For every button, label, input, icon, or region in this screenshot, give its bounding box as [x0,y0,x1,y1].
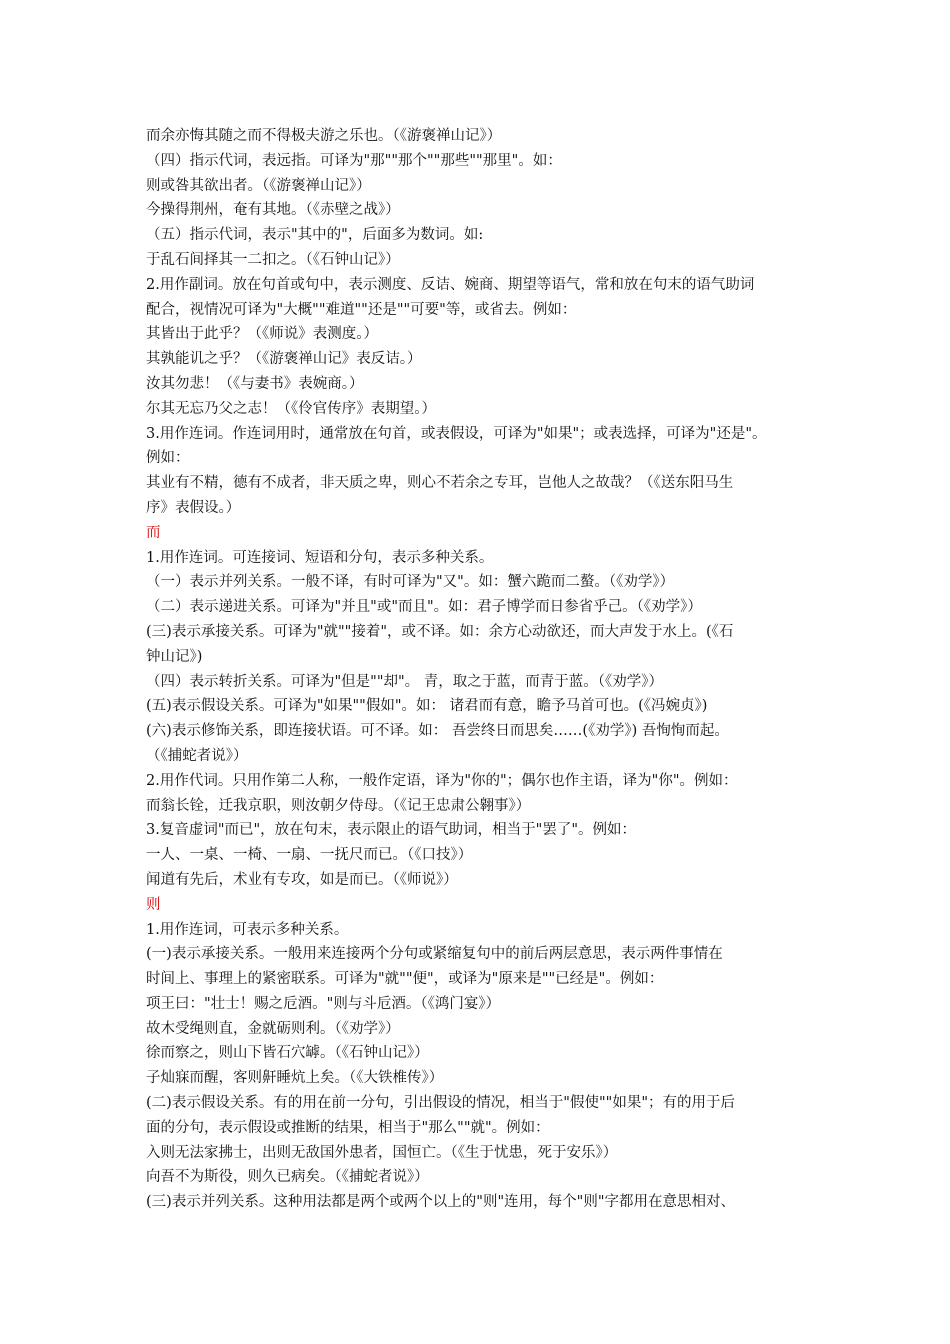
text-line: （四）表示转折关系。可译为"但是""却"。 青，取之于蓝，而青于蓝。（《劝学》） [146,673,664,690]
text-line: 闻道有先后，术业有专攻，如是而已。（《师说》） [146,871,458,888]
text-line: （四）指示代词，表远指。可译为"那""那个""那些""那里"。如： [146,152,562,169]
text-line: (三)表示并列关系。这种用法都是两个或两个以上的"则"连用，每个"则"字都用在意思相对、 [146,1194,735,1211]
text-line: 2.用作代词。只用作第二人称，一般作定语，译为"你的"；偶尔也作主语，译为"你"。例如： [146,772,738,789]
text-line: (三)表示承接关系。可译为"就""接着"，或不译。如：余方心动欲还，而大声发于水上。(《石 [146,623,734,640]
text-line: 尔其无忘乃父之志！（《伶官传序》表期望。） [146,400,436,417]
text-line: （五）指示代词，表示"其中的"，后面多为数词。如: [146,227,484,244]
text-line: （二）表示递进关系。可译为"并且"或"而且"。如：君子博学而日参省乎己。（《劝学》） [146,599,702,616]
text-line: 例如： [146,450,190,467]
text-line: (一)表示承接关系。一般用来连接两个分句或紧缩复句中的前后两层意思，表示两件事情在 [146,946,723,963]
text-line: 2.用作副词。放在句首或句中，表示测度、反诘、婉商、期望等语气，常和放在句末的语气助词 [146,276,755,293]
text-line: 3.复音虚词"而已"，放在句末，表示限止的语气助词，相当于"罢了"。例如： [146,822,637,839]
text-line: 而余亦悔其随之而不得极夫游之乐也。（《游褒禅山记》） [146,128,502,144]
text-line: 其孰能讥之乎？（《游褒禅山记》表反诘。） [146,351,422,368]
text-line: 于乱石间择其一二扣之。（《石钟山记》） [146,251,400,268]
text-line: 其皆出于此乎？（《师说》表测度。） [146,326,378,343]
text-line: 一人、一桌、一椅、一扇、一抚尺而已。（《口技》） [146,847,473,864]
text-line: (六)表示修饰关系，即连接状语。可不译。如： 吾尝终日而思矣……(《劝学》) 吾恂恂而起。 [146,723,729,740]
text-line: 徐而察之，则山下皆石穴罅。（《石钟山记》） [146,1045,429,1062]
text-line: （《捕蛇者说》） [146,747,248,764]
text-line: 故木受绳则直，金就砺则利。（《劝学》） [146,1020,400,1037]
text-line: 配合，视情况可译为"大概""难道""还是""可要"等，或省去。例如： [146,301,577,318]
text-line: 今操得荆州，奄有其地。（《赤壁之战》） [146,202,400,219]
text-line: (二)表示假设关系。有的用在前一分句，引出假设的情况，相当于"假使""如果"；有的用于后 [146,1095,735,1112]
text-line: 钟山记》) [146,648,203,665]
text-line: 而翁长铨，迁我京职，则汝朝夕侍母。（《记王忠肃公翱事》） [146,797,531,814]
text-line: 子灿寐而醒，客则鼾睡炕上矣。（《大铁椎传》） [146,1070,444,1087]
text-line: 1.用作连词，可表示多种关系。 [146,921,349,938]
text-line: 汝其勿悲！（《与妻书》表婉商。） [146,375,364,392]
text-line: 其业有不精，德有不成者，非天质之卑，则心不若余之专耳，岂他人之故哉？（《送东阳马生 [146,475,734,492]
text-line: 时间上、事理上的紧密联系。可译为"就""便"，或译为"原来是""已经是"。例如： [146,971,664,988]
text-line: 项王曰："壮士！赐之卮酒。"则与斗卮酒。（《鸿门宴》） [146,995,501,1012]
section-heading: 则 [146,896,161,913]
text-line: 面的分句，表示假设或推断的结果，相当于"那么""就"。例如： [146,1119,550,1136]
text-line: 向吾不为斯役，则久已病矣。（《捕蛇者说》） [146,1169,429,1186]
text-line: 1.用作连词。可连接词、短语和分句，表示多种关系。 [146,549,494,566]
text-line: （一）表示并列关系。一般不译，有时可译为"又"。如：蟹六跪而二螯。（《劝学》） [146,574,675,591]
text-line: 3.用作连词。作连词用时，通常放在句首，或表假设，可译为"如果"；或表选择，可译为"还是"。 [146,425,767,442]
text-line: 序》表假设。） [146,499,241,516]
text-line: (五)表示假设关系。可译为"如果""假如"。如： 诸君而有意，瞻予马首可也。(《冯婉贞》) [146,698,708,715]
text-line: 则或咎其欲出者。（《游褒禅山记》） [146,177,371,194]
section-heading: 而 [146,524,161,541]
text-line: 入则无法家拂士，出则无敌国外患者，国恒亡。（《生于忧患，死于安乐》） [146,1144,618,1161]
document-page [146,124,818,1215]
